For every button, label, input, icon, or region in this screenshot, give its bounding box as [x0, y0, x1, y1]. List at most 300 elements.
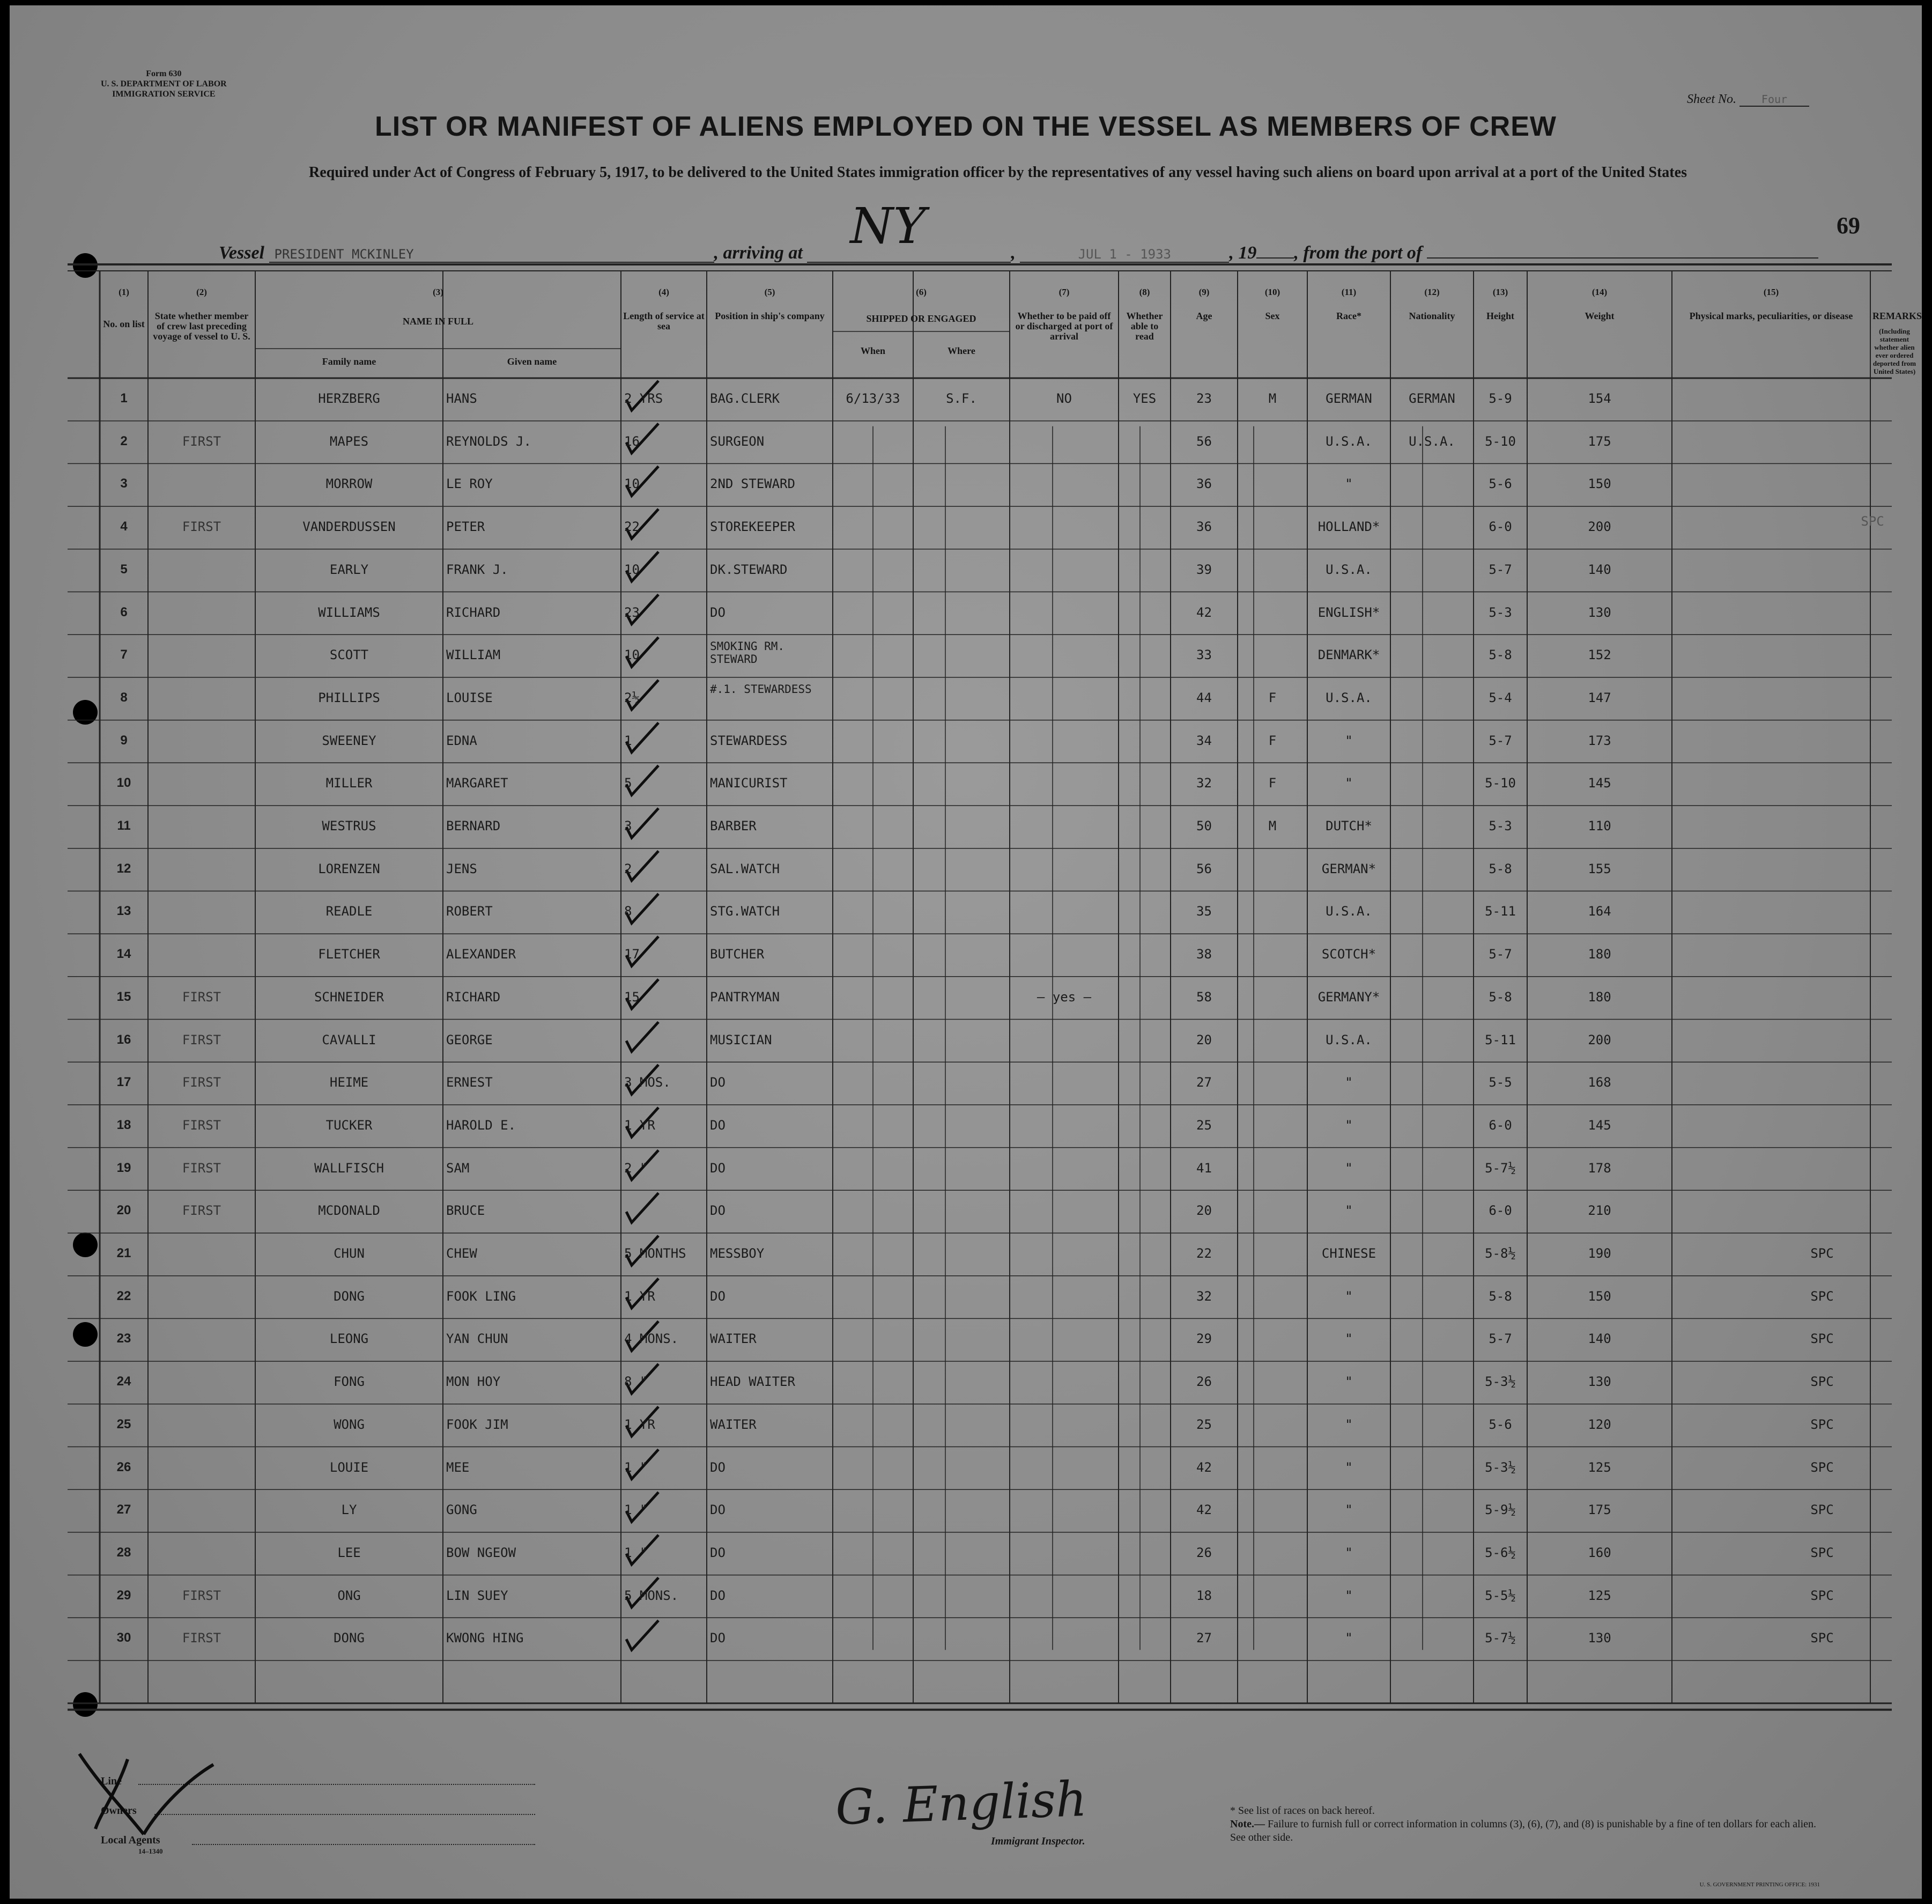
race: ": [1345, 1630, 1353, 1646]
paid-off: [1013, 815, 1115, 837]
remarks: SPC: [1810, 1331, 1834, 1347]
shipped-where: [916, 644, 1006, 666]
paid-off: [1013, 730, 1115, 751]
shipped-where: [916, 1200, 1006, 1221]
race: CHINESE: [1321, 1246, 1376, 1261]
shipped-where: [916, 858, 1006, 880]
column-subheader: Where: [948, 345, 975, 356]
shipped-where: [916, 901, 1006, 922]
vessel-line: Vessel PRESIDENT MCKINLEY , arriving at NY , JUL 1 - 1933 , 19 , from the port of: [219, 231, 1818, 263]
position: STOREKEEPER: [710, 519, 795, 535]
nationality: [1394, 687, 1470, 709]
shipped-when: [836, 431, 910, 452]
remarks: [1729, 815, 1915, 837]
remarks: [1729, 473, 1915, 495]
family-name: LORENZEN: [318, 861, 380, 876]
weight: 164: [1588, 904, 1611, 919]
shipped-when: [836, 1371, 910, 1392]
row-number: 7: [120, 647, 128, 662]
given-name: JENS: [446, 861, 477, 876]
paid-off: NO: [1056, 391, 1072, 406]
shipped-where: S.F.: [946, 391, 977, 406]
weight: 175: [1588, 1502, 1611, 1518]
height: 5-7: [1489, 947, 1512, 962]
height: 5-7½: [1485, 1630, 1516, 1646]
row-number: 3: [120, 476, 128, 491]
sex: [1241, 1499, 1304, 1521]
column-header: No. on list: [103, 319, 145, 329]
height: 6-0: [1489, 1117, 1512, 1133]
service-length: [624, 1627, 704, 1649]
service-length: 10: [624, 562, 640, 577]
weight: 145: [1588, 1117, 1611, 1133]
previous-voyage: [151, 687, 252, 709]
weight: 125: [1588, 1588, 1611, 1603]
previous-voyage: [151, 901, 252, 922]
remarks: [1729, 687, 1915, 709]
position: DO: [710, 1459, 726, 1475]
sex: [1241, 1072, 1304, 1093]
row-number: 26: [116, 1459, 131, 1474]
position: BAG.CLERK: [710, 391, 780, 406]
column-number: (1): [119, 287, 129, 297]
remarks: SPC: [1810, 1588, 1834, 1603]
row-number: 21: [116, 1246, 131, 1260]
service-length: 1 ": [624, 1459, 648, 1475]
family-name: LY: [341, 1502, 357, 1518]
shipped-when: [836, 1627, 910, 1649]
column-number: (6): [916, 287, 927, 297]
column-number: (4): [658, 287, 669, 297]
previous-voyage: FIRST: [182, 1032, 221, 1047]
row-number: 12: [116, 861, 131, 876]
shipped-when: [836, 730, 910, 751]
sheet-page-number: 69: [1837, 212, 1860, 239]
column-header: Age: [1196, 311, 1212, 321]
age: 33: [1196, 647, 1212, 663]
previous-voyage: [151, 644, 252, 666]
able-to-read: [1122, 858, 1167, 880]
given-name: YAN CHUN: [446, 1331, 508, 1347]
shipped-when: [836, 644, 910, 666]
paid-off: [1013, 644, 1115, 666]
age: 56: [1196, 861, 1212, 876]
able-to-read: [1122, 815, 1167, 837]
height: 5-5½: [1485, 1588, 1516, 1603]
shipped-when: [836, 687, 910, 709]
weight: 130: [1588, 1374, 1611, 1390]
paid-off: [1013, 772, 1115, 794]
nationality: [1394, 858, 1470, 880]
row-number: 17: [116, 1075, 131, 1090]
remarks: SPC: [1810, 1459, 1834, 1475]
sex: [1241, 1627, 1304, 1649]
family-name: TUCKER: [325, 1117, 373, 1133]
height: 5-11: [1485, 1032, 1516, 1047]
height: 5-7: [1489, 733, 1512, 748]
able-to-read: YES: [1132, 391, 1157, 406]
height: 5-11: [1485, 904, 1516, 919]
family-name: SCHNEIDER: [314, 989, 384, 1005]
age: 42: [1196, 604, 1212, 620]
row-number: 29: [116, 1588, 131, 1603]
age: 39: [1196, 562, 1212, 577]
position: MANICURIST: [710, 776, 788, 791]
remarks: SPC: [1810, 1374, 1834, 1390]
able-to-read: [1122, 1627, 1167, 1649]
given-name: MARGARET: [446, 776, 508, 791]
height: 5-10: [1485, 776, 1516, 791]
weight: 175: [1588, 433, 1611, 449]
page-title: LIST OR MANIFEST OF ALIENS EMPLOYED ON THE VESSEL AS MEMBERS OF CREW: [375, 111, 1557, 142]
nationality: [1394, 1286, 1470, 1307]
previous-voyage: FIRST: [182, 1203, 221, 1219]
height: 5-7: [1489, 1331, 1512, 1347]
remarks: [1729, 388, 1915, 409]
row-number: 4: [120, 519, 128, 534]
given-name: LOUISE: [446, 690, 493, 705]
column-header: Whether able to read: [1126, 311, 1163, 342]
remarks: [1729, 858, 1915, 880]
paid-off: [1013, 1585, 1115, 1606]
family-name: WALLFISCH: [314, 1160, 384, 1176]
height: 5-3: [1489, 604, 1512, 620]
page-subtitle: Required under Act of Congress of February 5, 1917, to be delivered to the United States immigration officer by the representatives of any vessel having such aliens on board upon arrival at a port of the United States: [309, 164, 1687, 181]
nationality: U.S.A.: [1409, 433, 1455, 449]
age: 42: [1196, 1502, 1212, 1518]
family-name: HEIME: [329, 1075, 369, 1090]
position: DO: [710, 1545, 726, 1560]
weight: 180: [1588, 947, 1611, 962]
row-number: 20: [116, 1203, 131, 1218]
given-name: EDNA: [446, 733, 477, 748]
nationality: [1394, 730, 1470, 751]
sex: [1241, 1542, 1304, 1563]
weight: 120: [1588, 1416, 1611, 1432]
sex: [1241, 559, 1304, 580]
nationality: [1394, 1200, 1470, 1221]
weight: 145: [1588, 776, 1611, 791]
nationality: [1394, 1585, 1470, 1606]
service-length: 10: [624, 647, 640, 663]
previous-voyage: [151, 1328, 252, 1349]
race: DUTCH*: [1326, 818, 1372, 833]
weight: 210: [1588, 1203, 1611, 1219]
paid-off: [1013, 431, 1115, 452]
shipped-when: [836, 1157, 910, 1179]
weight: 155: [1588, 861, 1611, 876]
race: ": [1345, 776, 1353, 791]
position: DO: [710, 1502, 726, 1518]
nationality: [1394, 1627, 1470, 1649]
position: DO: [710, 1160, 726, 1176]
height: 5-4: [1489, 690, 1512, 705]
nationality: [1394, 1072, 1470, 1093]
height: 5-8: [1489, 647, 1512, 663]
paid-off: [1013, 1072, 1115, 1093]
age: 27: [1196, 1630, 1212, 1646]
given-name: MEE: [446, 1459, 470, 1475]
row-number: 23: [116, 1331, 131, 1346]
previous-voyage: [151, 815, 252, 837]
age: 22: [1196, 1246, 1212, 1261]
nationality: [1394, 1328, 1470, 1349]
position: STEWARDESS: [710, 733, 788, 748]
column-header: Race*: [1336, 311, 1361, 321]
given-name: GONG: [446, 1502, 477, 1518]
able-to-read: [1122, 1072, 1167, 1093]
column-number: (3): [433, 287, 443, 297]
column-header-note: (Including statement whether alien ever ordered deported from United States): [1872, 327, 1916, 375]
race: ": [1345, 1545, 1353, 1560]
column-header: Nationality: [1409, 311, 1455, 321]
shipped-when: [836, 986, 910, 1008]
shipped-when: [836, 1457, 910, 1478]
remarks: [1729, 943, 1915, 965]
remarks: [1729, 986, 1915, 1008]
able-to-read: [1122, 1414, 1167, 1435]
able-to-read: [1122, 772, 1167, 794]
column-number: (9): [1198, 287, 1210, 297]
race: ": [1345, 1203, 1353, 1219]
family-name: DONG: [334, 1630, 365, 1646]
height: 5-9: [1489, 391, 1512, 406]
column-header: Length of service at sea: [623, 311, 705, 331]
previous-voyage: FIRST: [182, 1160, 221, 1176]
position: DO: [710, 1203, 726, 1219]
shipped-where: [916, 986, 1006, 1008]
age: 20: [1196, 1203, 1212, 1219]
race: ": [1345, 1331, 1353, 1347]
service-length: [624, 1200, 704, 1221]
remarks: SPC: [1810, 1545, 1834, 1560]
nationality: [1394, 901, 1470, 922]
sheet-number-value: Four: [1739, 93, 1809, 107]
row-number: 8: [120, 690, 128, 705]
row-number: 15: [116, 989, 131, 1004]
sex: [1241, 516, 1304, 537]
paid-off: [1013, 858, 1115, 880]
height: 5-7½: [1485, 1160, 1516, 1176]
service-length: 3: [624, 818, 632, 833]
shipped-when: [836, 943, 910, 965]
weight: 173: [1588, 733, 1611, 748]
nationality: [1394, 986, 1470, 1008]
position: STG.WATCH: [710, 904, 780, 919]
position: PANTRYMAN: [710, 989, 780, 1005]
height: 5-3: [1489, 818, 1512, 833]
shipped-where: [916, 943, 1006, 965]
position: MUSICIAN: [710, 1032, 772, 1047]
shipped-where: [916, 1157, 1006, 1179]
race: SCOTCH*: [1321, 947, 1376, 962]
shipped-where: [916, 559, 1006, 580]
row-number: 10: [116, 776, 131, 791]
paid-off: [1013, 559, 1115, 580]
given-name: WILLIAM: [446, 647, 501, 663]
previous-voyage: FIRST: [182, 1117, 221, 1133]
row-number: 30: [116, 1630, 131, 1645]
able-to-read: [1122, 1115, 1167, 1136]
able-to-read: [1122, 1457, 1167, 1478]
position: DO: [710, 1588, 726, 1603]
shipped-when: [836, 858, 910, 880]
race: U.S.A.: [1326, 562, 1372, 577]
given-name: RICHARD: [446, 989, 501, 1005]
sex: [1241, 1371, 1304, 1392]
given-name: HANS: [446, 391, 477, 406]
column-number: (7): [1058, 287, 1070, 297]
age: 29: [1196, 1331, 1212, 1347]
column-header: SHIPPED OR ENGAGED: [866, 313, 976, 324]
position: #.1. STEWARDESS: [710, 682, 812, 696]
service-length: 4 MONS.: [624, 1331, 679, 1347]
shipped-where: [916, 602, 1006, 623]
race: U.S.A.: [1326, 433, 1372, 449]
service-length: 3 MOS.: [624, 1075, 671, 1090]
position: DO: [710, 1075, 726, 1090]
given-name: FRANK J.: [446, 562, 508, 577]
sex: [1241, 1115, 1304, 1136]
given-name: BERNARD: [446, 818, 501, 833]
weight: 147: [1588, 690, 1611, 705]
race: ENGLISH*: [1317, 604, 1380, 620]
given-name: GEORGE: [446, 1032, 493, 1047]
age: 58: [1196, 989, 1212, 1005]
age: 20: [1196, 1032, 1212, 1047]
row-number: 18: [116, 1117, 131, 1132]
nationality: [1394, 1542, 1470, 1563]
shipped-when: [836, 1115, 910, 1136]
paid-off: – yes –: [1037, 989, 1092, 1005]
row-number: 9: [120, 733, 128, 748]
age: 18: [1196, 1588, 1212, 1603]
row-number: 2: [120, 433, 128, 448]
given-name: LIN SUEY: [446, 1588, 508, 1603]
nationality: [1394, 1115, 1470, 1136]
family-name: DONG: [334, 1288, 365, 1304]
nationality: [1394, 516, 1470, 537]
given-name: LE ROY: [446, 476, 493, 492]
shipped-when: [836, 772, 910, 794]
able-to-read: [1122, 1029, 1167, 1051]
nationality: [1394, 772, 1470, 794]
paid-off: [1013, 1286, 1115, 1307]
paid-off: [1013, 1457, 1115, 1478]
row-number: 14: [116, 947, 131, 962]
given-name: BOW NGEOW: [446, 1545, 516, 1560]
able-to-read: [1122, 1328, 1167, 1349]
age: 36: [1196, 519, 1212, 535]
shipped-when: [836, 1585, 910, 1606]
height: 5-8: [1489, 1288, 1512, 1304]
sheet-number-field: Sheet No. Four: [1687, 92, 1809, 107]
age: 35: [1196, 904, 1212, 919]
weight: 130: [1588, 604, 1611, 620]
weight: 125: [1588, 1459, 1611, 1475]
height: 5-9½: [1485, 1502, 1516, 1518]
previous-voyage: [151, 730, 252, 751]
sex: [1241, 473, 1304, 495]
height: 5-5: [1489, 1075, 1512, 1090]
shipped-where: [916, 1457, 1006, 1478]
weight: 110: [1588, 818, 1611, 833]
column-header: Position in ship's company: [715, 311, 825, 321]
column-header: State whether member of crew last preceding voyage of vessel to U. S.: [153, 311, 250, 342]
age: 25: [1196, 1117, 1212, 1133]
race: ": [1345, 1117, 1353, 1133]
shipped-where: [916, 1328, 1006, 1349]
nationality: [1394, 1029, 1470, 1051]
service-length: 16: [624, 433, 640, 449]
column-header: Physical marks, peculiarities, or disease: [1689, 311, 1853, 321]
height: 6-0: [1489, 1203, 1512, 1219]
paid-off: [1013, 687, 1115, 709]
weight: 168: [1588, 1075, 1611, 1090]
row-number: 28: [116, 1545, 131, 1560]
sex: [1241, 602, 1304, 623]
row-number: 19: [116, 1160, 131, 1175]
ink-cross-mark: [63, 1743, 224, 1840]
row-number: 25: [116, 1416, 131, 1431]
column-number: (11): [1341, 287, 1357, 297]
sex: [1241, 858, 1304, 880]
previous-voyage: [151, 1414, 252, 1435]
remarks: SPC: [1810, 1288, 1834, 1304]
sex: F: [1268, 776, 1277, 791]
height: 5-6: [1489, 1416, 1512, 1432]
nationality: [1394, 1457, 1470, 1478]
row-number: 22: [116, 1288, 131, 1303]
previous-voyage: [151, 1286, 252, 1307]
footnote: * See list of races on back hereof. Note.— Failure to furnish full or correct information in columns (3), (6), (7), and (8) is punishable by a fine of ten dollars for each alien. See other side.: [1230, 1805, 1817, 1843]
previous-voyage: FIRST: [182, 1075, 221, 1090]
manifest-sheet: Form 630 U. S. DEPARTMENT OF LABOR IMMIGRATION SERVICE Sheet No. Four LIST OR MANIFEST OF ALIENS EMPLOYED ON THE VESSEL AS MEMBERS OF CREW Required under Act of Congress of February 5, 1917, to be delivered to the United States immigration officer by the representatives of any vessel having such aliens on board upon arrival at a port of the United States Vessel PRESIDENT MCKINLEY , arriving at NY , JUL 1 - 1933 , 19 , from the port of 69 (1) No. on list (2) State whether member of crew last preceding voyage of vessel to U. S. (3) NAME IN FULL Family name Given name (4) Length of service at sea (5) Position in ship's company (6) SHIPPED OR ENGAGED When Where (7) Whether to be paid off or discharged at port of arrival (8) Whether able to read (9) Age (10) Sex (11) Race* (12) Nationality (13) Height (14) Weight (15) Physical marks, peculiarities, or disease REMARKS (Including statement whether alien ever ordered deported from United States) 1 HERZBERG HANS 2 YRS BAG.CLERK 6/13/33 S.F. NO YES 23 M GERMAN GERMAN 5-9 154 2 FIRST MAPES REYNOLDS J. 16 SURGEON 56 U.S.A. U.S.A. 5-10 175 3 MORROW LE ROY 10 2ND STEWARD 36 " 5-6 150 4 FIRST VANDERDUSSEN PETER 22 STOREKEEPER 36 HOLLAND* 6-0 200 SPC 5 EARLY FRANK J. 10 DK.STEWARD 39 U.S.A. 5-7 140 6 WILLIAMS RICHARD 23 DO 42 ENGLISH* 5-3 130 7 SCOTT WILLIAM 10 SMOKING RM. STEWARD 33 DENMARK* 5-8 152 8 PHILLIPS LOUISE 2½ #.1. STEWARDESS 44 F U.S.A. 5-4 147 9 SWEENEY EDNA 1 STEWARDESS 34 F " 5-7 173 10 MILLER MARGARET 5 MANICURIST 32 F " 5-10 145 11 WESTRUS BERNARD 3 BARBER 50 M DUTCH* 5-3 110 12 LORENZEN JENS 2 SAL.WATCH 56 GERMAN* 5-8 155 13 READLE ROBERT 8 STG.WATCH 35 U.S.A. 5-11 164 14 FLETCHER ALEXANDER 17 BUTCHER 38 SCOTCH* 5-7 180 15 FIRST SCHNEIDER RICHARD 15 PANTRYMAN – yes – 58 GERMANY* 5-8 180 16 FIRST CAVALLI GEORGE MUSICIAN 20 U.S.A. 5-11 200 17 FIRST HEIME ERNEST 3 MOS. DO 27 " 5-5 168 18 FIRST TUCKER HAROLD E. 1 YR DO 25 " 6-0 145 19 FIRST WALLFISCH SAM 2 " DO 41 " 5-7½ 178 20 FIRST MCDONALD BRUCE DO 20 " 6-0 210 21 CHUN CHEW 5 MONTHS MESSBOY 22 CHINESE 5-8½ 190 SPC 22 DONG FOOK LING 1 YR DO 32 " 5-8 150 SPC 23 LEONG YAN CHUN 4 MONS. WAITER 29 " 5-7 140 SPC 24 FONG MON HOY 8 " HEAD WAITER 26 " 5-3½ 130 SPC 25 WONG FOOK JIM 1 YR WAITER 25 " 5-6 120 SPC 26 LOUIE MEE 1 " DO 42 " 5-3½ 125 SPC 27 LY GONG 1 " DO 42 " 5-9½ 175 SPC 28 LEE BOW NGEOW 1 " DO 26 " 5-6½ 160 SPC 29 FIRST ONG LIN SUEY 5 MONS. DO 18 " 5-5½ 125 SPC 30 FIRST DONG KWONG HING DO 27 " 5-7½ 130 SPC Line Owners Local Agents 14–1340 G. English Immigrant Inspector. * See list of races on back hereof. Note.— Failure to furnish full or correct information in columns (3), (6), (7), and (8) is punishable by a fine of ten dollars for each alien. See other side. U. S. GOVERNMENT PRINTING OFFICE: 1931: [10, 5, 1922, 1899]
shipped-when: [836, 1200, 910, 1221]
previous-voyage: [151, 602, 252, 623]
weight: 160: [1588, 1545, 1611, 1560]
able-to-read: [1122, 986, 1167, 1008]
height: 5-6½: [1485, 1545, 1516, 1560]
age: 41: [1196, 1160, 1212, 1176]
shipped-where: [916, 1286, 1006, 1307]
previous-voyage: [151, 1371, 252, 1392]
able-to-read: [1122, 943, 1167, 965]
race: U.S.A.: [1326, 690, 1372, 705]
remarks: [1729, 901, 1915, 922]
previous-voyage: FIRST: [182, 519, 221, 535]
service-length: 17: [624, 947, 640, 962]
shipped-when: [836, 1029, 910, 1051]
inspector-signature: G. English: [834, 1770, 1088, 1836]
race: ": [1345, 1288, 1353, 1304]
sex: [1241, 1243, 1304, 1264]
shipped-where: [916, 1585, 1006, 1606]
race: GERMAN*: [1321, 861, 1376, 876]
row-number: 24: [116, 1374, 131, 1389]
able-to-read: [1122, 1371, 1167, 1392]
race: U.S.A.: [1326, 1032, 1372, 1047]
race: ": [1345, 476, 1353, 492]
shipped-where: [916, 1243, 1006, 1264]
position: DO: [710, 604, 726, 620]
remarks: SPC: [1861, 514, 1884, 529]
row-number: 6: [120, 604, 128, 619]
nationality: [1394, 1371, 1470, 1392]
previous-voyage: [151, 943, 252, 965]
service-length: 8: [624, 904, 632, 919]
sex: [1241, 1457, 1304, 1478]
